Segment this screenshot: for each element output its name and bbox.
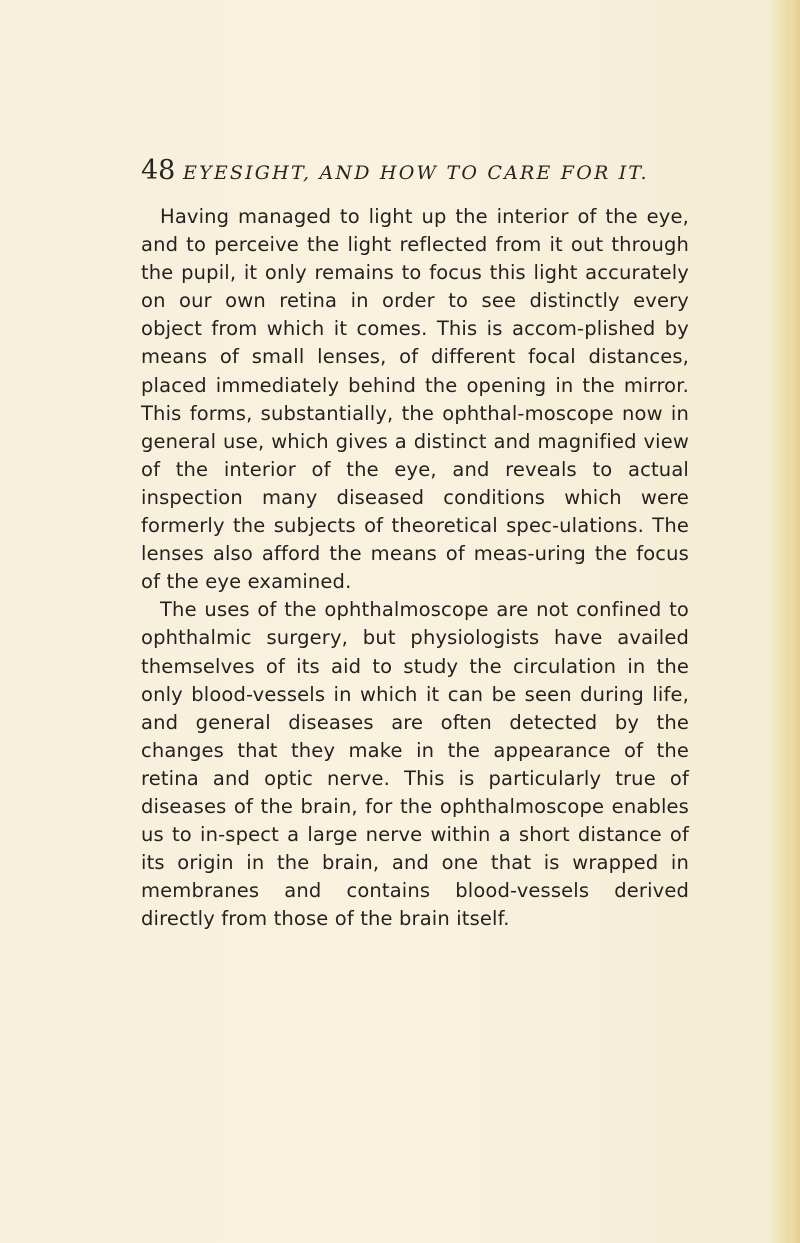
page-number: 48 bbox=[141, 155, 176, 186]
paragraph-2: The uses of the ophthalmoscope are not confined to ophthalmic surgery, but physiologists have availed themselves of its aid to study the circulation in the only blood-vessels in which it can be seen during life, and general diseases are often detected by the changes that they make in the appearance of the retina and optic nerve. This is particularly true of diseases of the brain, for the ophthalmoscope enables us to in-spect a large nerve within a short distance of its origin in the brain, and one that is wrapped in membranes and contains blood-vessels derived directly from those of the brain itself. bbox=[141, 598, 689, 931]
page-edge bbox=[786, 0, 800, 1243]
running-title: EYESIGHT, AND HOW TO CARE FOR IT. bbox=[183, 162, 649, 184]
paragraph-1: Having managed to light up the interior of the eye, and to perceive the light reflected from it out through the pupil, it only remains to focus this light accurately on our own retina in order to see distinctly every object from which it comes. This is accom-plished by means of small lenses, of different focal distances, placed immediately behind the opening in the mirror. This forms, substantially, the ophthal-moscope now in general use, which gives a distinct and magnified view of the interior of the eye, and reveals to actual inspection many diseased conditions which were formerly the subjects of theoretical spec-ulations. The lenses also afford the means of meas-uring the focus of the eye examined. bbox=[141, 205, 689, 594]
body-text bbox=[141, 203, 689, 933]
running-head bbox=[141, 154, 681, 194]
